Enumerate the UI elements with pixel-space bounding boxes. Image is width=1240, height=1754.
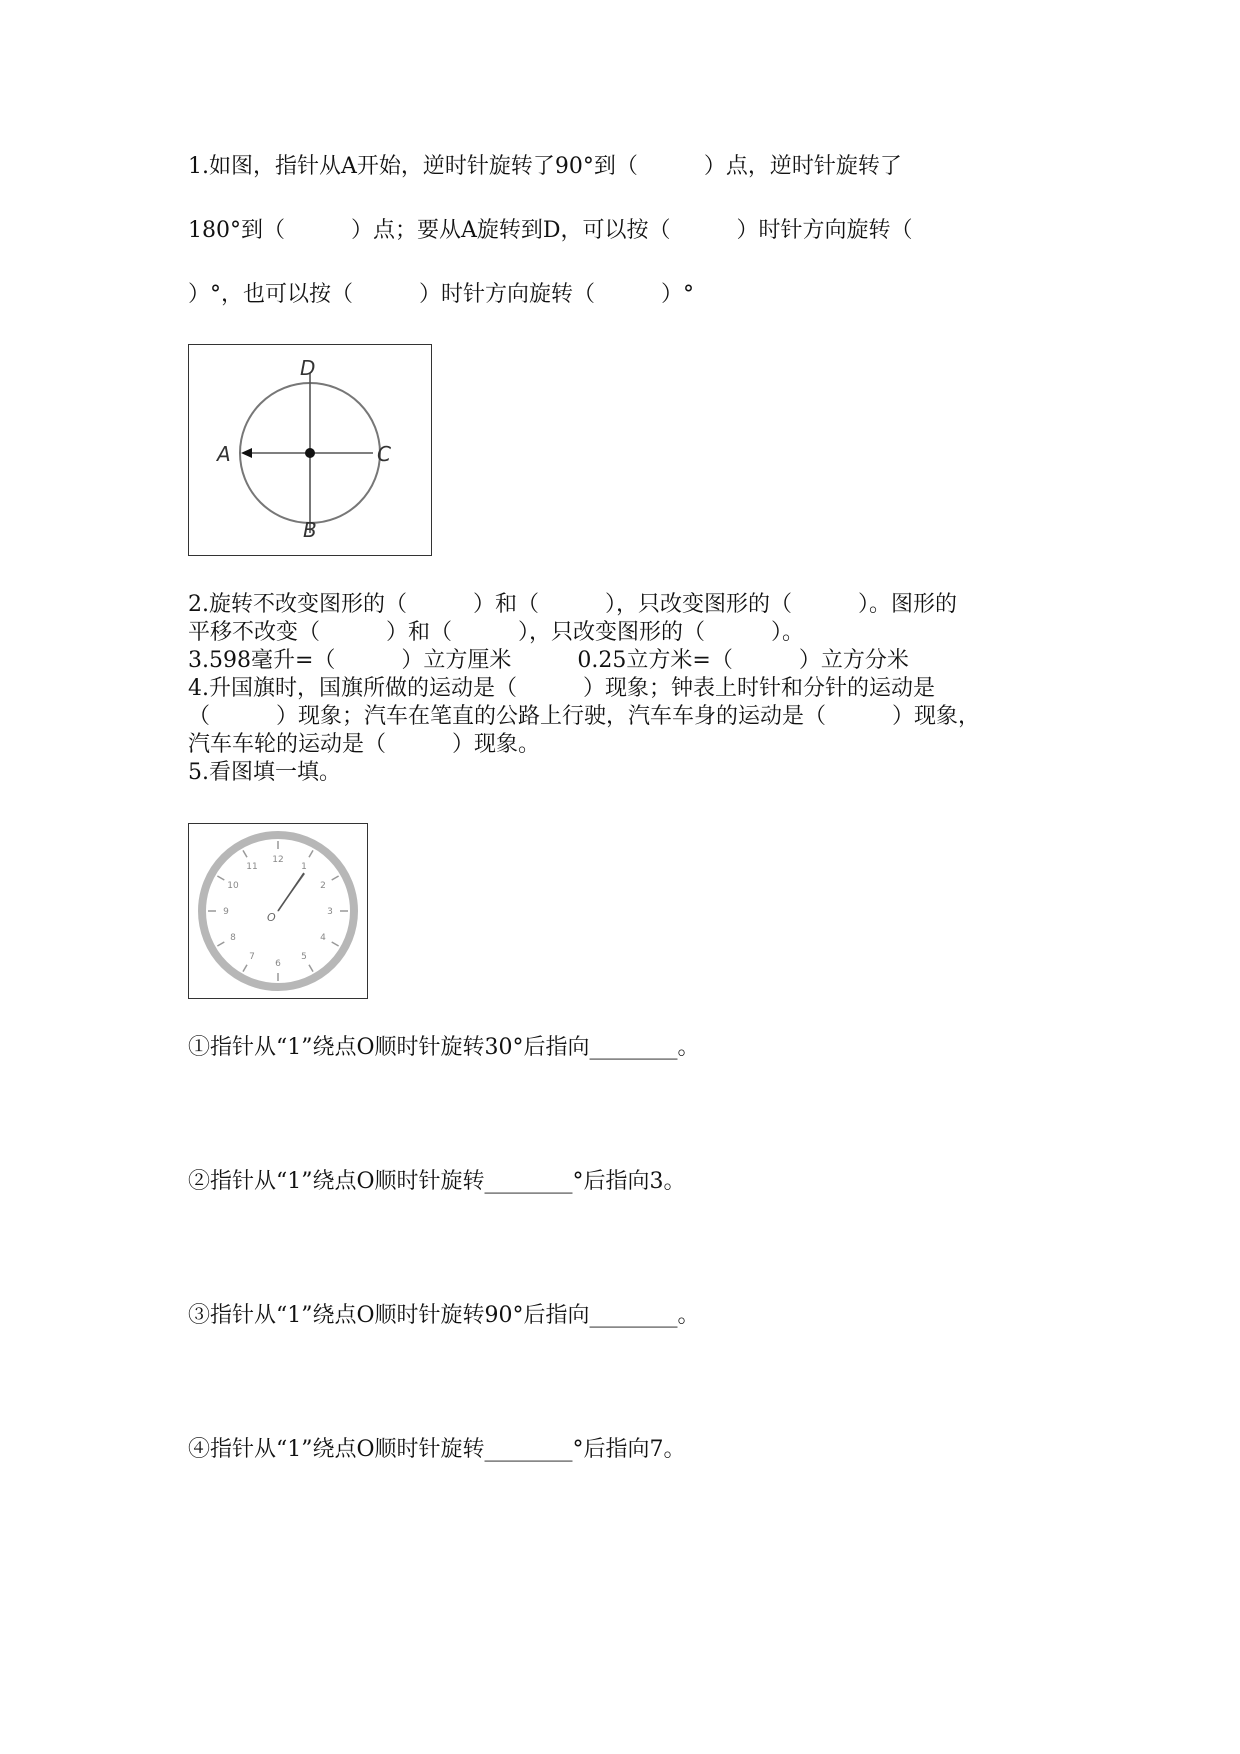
clock-number-11: 11 — [246, 861, 258, 872]
q5-item-4: ④指针从“1”绕点O顺时针旋转________°后指向7。 — [188, 1437, 686, 1462]
center-dot — [305, 448, 315, 458]
label-b: B — [303, 518, 317, 542]
q5-item-3: ③指针从“1”绕点O顺时针旋转90°后指向________。 — [188, 1303, 700, 1328]
q1-line-2: 180°到（ ）点；要从A旋转到D，可以按（ ）时针方向旋转（ — [188, 218, 913, 243]
clock-number-1: 1 — [301, 861, 307, 872]
clock-number-3: 3 — [327, 907, 333, 917]
q2-line-1: 2.旋转不改变图形的（ ）和（ ），只改变图形的（ ）。图形的 — [188, 592, 957, 617]
q5-title: 5.看图填一填。 — [188, 760, 341, 785]
clock-number-10: 10 — [227, 881, 239, 891]
label-c: C — [377, 442, 391, 466]
clock-number-4: 4 — [320, 933, 326, 943]
clock-center-label: O — [267, 911, 276, 924]
clock-number-7: 7 — [249, 952, 255, 963]
clock-number-8: 8 — [230, 933, 236, 943]
q4-line-1: 4.升国旗时，国旗所做的运动是（ ）现象；钟表上时针和分针的运动是 — [188, 676, 935, 701]
q2-line-2: 平移不改变（ ）和（ ），只改变图形的（ ）。 — [188, 620, 805, 645]
clock-number-2: 2 — [320, 881, 326, 891]
clock-diagram — [189, 824, 367, 998]
clock-number-6: 6 — [275, 959, 281, 969]
clock-number-9: 9 — [223, 907, 229, 917]
q1-line-3: ）°，也可以按（ ）时针方向旋转（ ）° — [188, 282, 695, 307]
clock-number-12: 12 — [272, 855, 284, 865]
rotation-diagram — [189, 345, 431, 555]
clock-number-5: 5 — [301, 952, 307, 963]
pointer-arrowhead — [241, 448, 252, 458]
label-a: A — [217, 442, 231, 466]
rotation-figure — [188, 344, 432, 556]
q5-item-2: ②指针从“1”绕点O顺时针旋转________°后指向3。 — [188, 1169, 686, 1194]
q4-line-3: 汽车车轮的运动是（ ）现象。 — [188, 732, 541, 757]
q3-line-1: 3.598毫升=（ ）立方厘米 0.25立方米=（ ）立方分米 — [188, 648, 909, 673]
label-d: D — [300, 356, 316, 380]
q5-item-1: ①指针从“1”绕点O顺时针旋转30°后指向________。 — [188, 1035, 700, 1060]
clock-figure — [188, 823, 368, 999]
q4-line-2: （ ）现象；汽车在笔直的公路上行驶，汽车车身的运动是（ ）现象， — [188, 704, 981, 729]
q1-line-1: 1.如图，指针从A开始，逆时针旋转了90°到（ ）点，逆时针旋转了 — [188, 154, 902, 179]
